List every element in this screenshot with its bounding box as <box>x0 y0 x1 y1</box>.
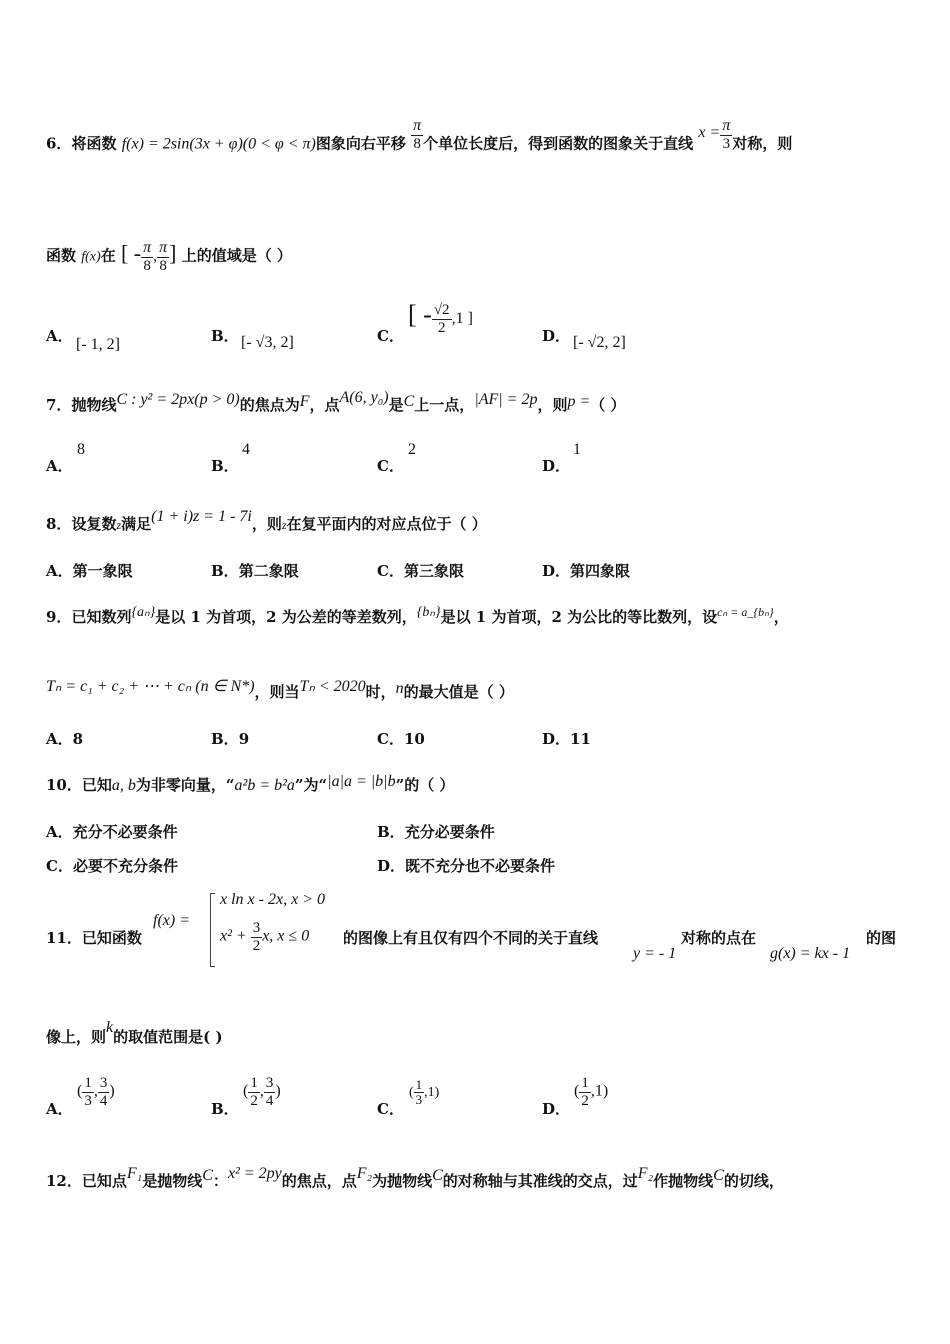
q7-option-d-label[interactable]: D． <box>542 457 571 475</box>
q12-c: C <box>713 1167 724 1184</box>
q10-vectors: a, b <box>111 777 136 794</box>
q6-interval-right: ] <box>169 240 177 266</box>
q11-option-c-label[interactable]: C． <box>377 1100 404 1118</box>
q12-curve: x² = 2py <box>227 1165 282 1182</box>
fraction <box>248 1075 260 1109</box>
q8-text: 满足 <box>121 515 152 533</box>
q12-text: 为抛物线 <box>372 1172 433 1190</box>
option-label: A． <box>46 730 73 748</box>
q6-line-lhs: x = <box>698 123 721 141</box>
q12-text: 作抛物线 <box>653 1172 714 1190</box>
paren: ) <box>109 1082 115 1100</box>
q8-equation: (1 + i)z = 1 - 7i <box>151 508 252 525</box>
q11-text-mid2: 对称的点在 <box>681 929 757 947</box>
q12-text: ： <box>212 1172 228 1190</box>
q6-interval-fraction-1 <box>141 239 153 274</box>
q11-line: y = - 1 <box>633 945 677 962</box>
q6-function: f(x) = 2sin(3x + φ)(0 < φ < π) <box>121 135 316 153</box>
q6-text: 函数 <box>46 246 77 265</box>
q11-option-a-value <box>77 1075 115 1109</box>
q8-option-c[interactable] <box>377 560 464 581</box>
fraction-numerator: 1 <box>250 1075 258 1091</box>
q7-text: 上一点， <box>414 396 475 414</box>
q10-text: 为非零向量，“ <box>135 776 235 794</box>
q12-line1 <box>46 1165 784 1191</box>
q12-c: C <box>432 1167 443 1184</box>
option-label: A． <box>46 823 73 841</box>
q11-line1-start <box>46 927 142 948</box>
q10-option-b[interactable] <box>377 821 495 842</box>
q7-text: （ ） <box>590 396 626 414</box>
fraction-numerator: 1 <box>84 1075 92 1091</box>
fraction-denominator: 2 <box>250 1092 258 1109</box>
q11-text-end: 的图 <box>866 929 897 947</box>
comma: , <box>259 1082 264 1100</box>
q6-option-d-value: [- √2, 2] <box>573 334 626 351</box>
option-value: 11 <box>570 730 591 748</box>
q8-number: 8． <box>46 515 72 533</box>
q7-option-b-label[interactable]: B． <box>211 457 239 475</box>
fraction-numerator: 1 <box>581 1075 589 1091</box>
option-value: 9 <box>238 730 250 748</box>
q7-option-a-label[interactable]: A． <box>46 457 73 475</box>
q9-option-d[interactable] <box>542 728 591 749</box>
q11-option-a-label[interactable]: A． <box>46 1100 73 1118</box>
q7-option-d-value: 1 <box>573 441 581 458</box>
q9-cn: cₙ = a_{bₙ} <box>717 605 774 619</box>
q8-z: z <box>281 518 287 532</box>
q8-line1 <box>46 508 487 534</box>
comma: ,1) <box>424 1085 440 1101</box>
q9-text: 是以 1 为首项，2 为公差的等差数列， <box>155 608 417 626</box>
q9-option-a[interactable] <box>46 728 83 749</box>
q6-option-b-label[interactable]: B． <box>211 327 239 345</box>
q10-text: ”为“ <box>294 776 328 794</box>
q7-number: 7． <box>46 396 72 414</box>
option-label: D． <box>542 562 571 580</box>
q6-option-c-value <box>408 300 473 336</box>
q12-text: 是抛物线 <box>142 1172 203 1190</box>
q6-option-a-label[interactable]: A． <box>46 327 73 345</box>
q12-text: 的对称轴与其准线的交点，过 <box>442 1172 638 1190</box>
q11-function-lhs: f(x) = <box>153 912 190 929</box>
q12-text: 的焦点，点 <box>281 1172 357 1190</box>
option-value: 10 <box>403 730 425 748</box>
q7-option-c-label[interactable]: C． <box>377 457 404 475</box>
q11-option-d-value <box>574 1075 608 1109</box>
q6-line1 <box>46 117 793 162</box>
q9-line1 <box>46 606 789 627</box>
fraction-denominator: 8 <box>143 257 151 274</box>
q8-option-b[interactable] <box>211 560 299 581</box>
q12-text: 的切线， <box>723 1172 784 1190</box>
q6-text: 图象向右平移 <box>315 134 406 153</box>
q7-focus: F <box>299 393 310 410</box>
q10-number: 10． <box>46 776 82 794</box>
q9-tn: Tₙ = c₁ + c₂ + ⋯ + cₙ (n ∈ N*) <box>46 678 255 695</box>
q11-option-b-value <box>243 1075 281 1109</box>
option-value: 第四象限 <box>570 562 631 580</box>
q12-f2: F₂ <box>356 1165 373 1182</box>
option-value: 第二象限 <box>238 562 299 580</box>
q7-curve: C : y² = 2px(p > 0) <box>116 391 240 408</box>
fraction-numerator: π <box>159 239 168 256</box>
paren: ( <box>77 1082 83 1100</box>
option-value: 第三象限 <box>403 562 464 580</box>
q12-f1: F₁ <box>126 1165 143 1182</box>
case-2-pre: x² + <box>220 927 247 945</box>
q10-option-a[interactable] <box>46 821 178 842</box>
q9-n: n <box>395 680 404 697</box>
q9-text: 时， <box>365 683 396 701</box>
fraction-denominator: 2 <box>437 319 446 336</box>
option-label: B． <box>211 730 239 748</box>
fraction <box>82 1075 94 1109</box>
option-label: B． <box>377 823 405 841</box>
q7-point-a: A(6, y₀) <box>339 389 389 406</box>
q11-option-d-label[interactable]: D． <box>542 1100 571 1118</box>
option-value: 必要不充分条件 <box>72 857 178 875</box>
fraction <box>98 1075 110 1109</box>
fraction-numerator: π <box>143 239 152 256</box>
option-label: D． <box>377 857 406 875</box>
option-label: D． <box>542 730 571 748</box>
q9-sequence-a: {aₙ} <box>131 605 156 620</box>
q12-c: C <box>202 1167 213 1184</box>
q7-option-b-value: 4 <box>242 441 250 458</box>
q11-k: k <box>106 1019 114 1036</box>
q6-option-c-label[interactable]: C． <box>377 327 404 345</box>
q7-line1 <box>46 389 626 415</box>
q9-text: 已知数列 <box>71 608 132 626</box>
q9-option-c[interactable] <box>377 728 425 749</box>
option-value: 充分不必要条件 <box>72 823 178 841</box>
q9-sequence-b: {bₙ} <box>416 605 441 620</box>
fraction-denominator: 4 <box>265 1092 274 1109</box>
option-c-pre: [ - <box>408 300 432 329</box>
option-label: C． <box>377 562 404 580</box>
q10-option-d[interactable] <box>377 855 555 876</box>
q7-af: |AF| = 2p <box>474 391 538 408</box>
option-label: C． <box>46 857 73 875</box>
q9-number: 9． <box>46 608 72 626</box>
q7-option-c-value: 2 <box>408 441 416 458</box>
fraction-numerator: 1 <box>415 1077 423 1092</box>
fraction <box>264 1075 276 1109</box>
q8-option-a[interactable] <box>46 560 133 581</box>
q11-text: 的取值范围是( ) <box>113 1028 223 1046</box>
case-2-fraction <box>251 920 263 954</box>
option-value: 充分必要条件 <box>404 823 495 841</box>
q11-case-1: x ln x - 2x, x > 0 <box>220 891 325 908</box>
q6-function-name: f(x) <box>81 249 101 265</box>
q11-text: 已知函数 <box>81 929 142 947</box>
q8-text: 在复平面内的对应点位于（ ） <box>286 515 487 533</box>
q11-case-2 <box>220 920 309 954</box>
q10-line1 <box>46 774 454 795</box>
q6-interval-comma: , <box>153 247 158 265</box>
q12-f2: F₂ <box>637 1165 654 1182</box>
fraction-denominator: 2 <box>581 1092 589 1109</box>
case-2-post: x, x ≤ 0 <box>262 927 310 945</box>
comma: , <box>93 1082 98 1100</box>
q6-number: 6． <box>46 134 72 153</box>
q11-text-mid: 的图像上有且仅有四个不同的关于直线 <box>343 929 599 947</box>
option-label: C． <box>377 730 404 748</box>
paren: ) <box>275 1082 281 1100</box>
fraction-denominator: 8 <box>413 135 421 152</box>
q7-text: ，则 <box>537 396 568 414</box>
option-label: A． <box>46 562 73 580</box>
q11-option-b-label[interactable]: B． <box>211 1100 239 1118</box>
q6-text: 将函数 <box>71 134 117 153</box>
q6-option-a-value: [- 1, 2] <box>76 336 120 353</box>
paren: ( <box>243 1082 249 1100</box>
fraction-numerator: π <box>722 117 731 134</box>
q7-text: 的焦点为 <box>239 396 300 414</box>
q10-text: ”的（ ） <box>395 776 455 794</box>
q8-text: ，则 <box>251 515 282 533</box>
fraction-numerator: √2 <box>433 302 450 319</box>
q7-option-a-value: 8 <box>77 441 85 458</box>
option-label: B． <box>211 562 239 580</box>
q10-condition-2: |a|a = |b|b <box>327 773 396 790</box>
q6-interval-left: [ - <box>120 240 142 266</box>
q6-text: 上的值域是（ ） <box>181 246 292 265</box>
option-value: 第一象限 <box>72 562 133 580</box>
fraction-denominator: 3 <box>84 1092 92 1109</box>
q6-option-b-value: [- √3, 2] <box>241 334 294 351</box>
q9-condition: Tₙ < 2020 <box>299 678 366 695</box>
q8-text: 设复数 <box>71 515 117 533</box>
q10-text: 已知 <box>81 776 112 794</box>
paren: ( <box>409 1085 414 1101</box>
q9-text: ， <box>773 608 789 626</box>
q9-text: 是以 1 为首项，2 为公比的等比数列，设 <box>440 608 718 626</box>
q6-interval-fraction-2 <box>157 239 169 274</box>
option-value: 既不充分也不必要条件 <box>405 857 556 875</box>
q6-text: 对称，则 <box>732 134 793 153</box>
q6-shift-fraction <box>411 117 423 152</box>
q11-line2 <box>46 1019 223 1047</box>
q9-line2 <box>46 678 514 702</box>
q7-p: p = <box>567 393 591 410</box>
q6-text: 在 <box>100 246 116 265</box>
q9-text: ，则当 <box>254 683 300 701</box>
fraction-denominator: 4 <box>99 1092 108 1109</box>
fraction-denominator: 8 <box>159 257 167 274</box>
q6-line2 <box>46 239 292 274</box>
q8-z: z <box>116 518 122 532</box>
q11-g: g(x) = kx - 1 <box>770 945 851 962</box>
q7-text: 是 <box>388 396 404 414</box>
fraction-numerator: 3 <box>265 1075 274 1091</box>
comma: ,1) <box>590 1082 609 1100</box>
option-c-post: ,1 ] <box>451 310 473 327</box>
fraction-numerator: 3 <box>252 920 261 936</box>
q6-line-fraction <box>720 117 732 152</box>
q7-text: ，点 <box>309 396 340 414</box>
q7-text: 抛物线 <box>71 396 117 414</box>
q10-option-c[interactable] <box>46 855 178 876</box>
q11-option-c-value <box>409 1078 439 1108</box>
fraction-numerator: 3 <box>99 1075 108 1091</box>
q11-piecewise-brace <box>210 893 215 967</box>
q12-text: 已知点 <box>81 1172 127 1190</box>
paren: ( <box>574 1082 580 1100</box>
q10-condition-1: a²b = b²a <box>234 777 295 794</box>
fraction-numerator: π <box>413 117 422 134</box>
q6-text: 个单位长度后，得到函数的图象关于直线 <box>423 134 694 153</box>
q11-number: 11． <box>46 929 82 947</box>
fraction-denominator: 3 <box>722 135 731 152</box>
q7-curve-name: C <box>403 393 415 410</box>
q8-option-d[interactable] <box>542 560 630 581</box>
fraction <box>414 1078 425 1108</box>
fraction-denominator: 3 <box>415 1092 423 1108</box>
q6-option-d-label[interactable]: D． <box>542 327 571 345</box>
q9-option-b[interactable] <box>211 728 249 749</box>
q11-text: 像上，则 <box>46 1028 107 1046</box>
option-c-fraction <box>432 302 452 336</box>
option-value: 8 <box>72 730 84 748</box>
q12-number: 12． <box>46 1172 82 1190</box>
q9-text: 的最大值是（ ） <box>403 683 514 701</box>
fraction <box>579 1075 591 1109</box>
fraction-denominator: 2 <box>252 937 261 954</box>
